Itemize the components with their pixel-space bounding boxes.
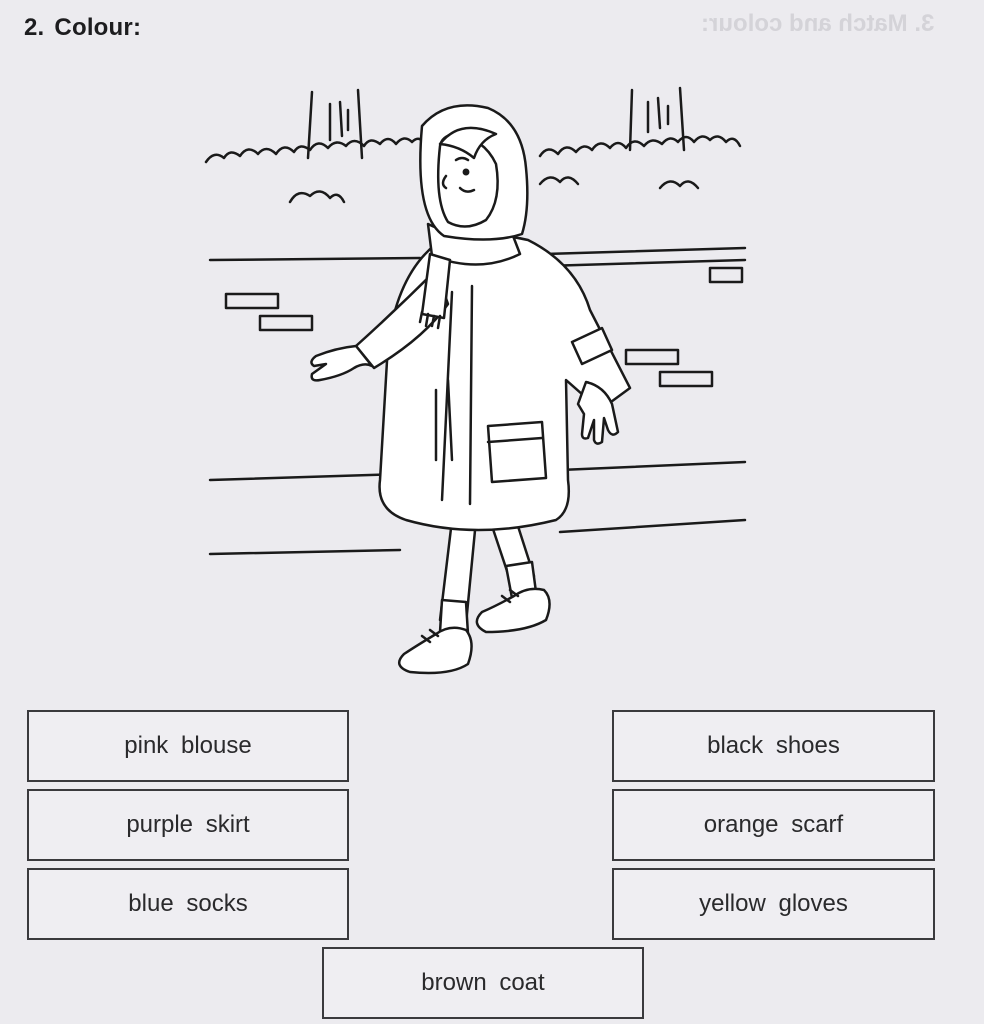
girl-figure xyxy=(311,105,630,673)
label-text: purple skirt xyxy=(126,811,250,838)
exercise-title: Colour: xyxy=(54,14,142,41)
bushes-left xyxy=(206,138,426,162)
label-purple-skirt xyxy=(27,789,349,861)
label-text: brown coat xyxy=(421,969,545,996)
exercise-number: 2. xyxy=(24,14,45,41)
shoe-right xyxy=(477,589,550,632)
label-text: pink blouse xyxy=(124,732,252,759)
label-black-shoes xyxy=(612,710,935,782)
label-text: yellow gloves xyxy=(699,890,848,917)
bushes-right xyxy=(540,136,740,156)
label-yellow-gloves xyxy=(612,868,935,940)
bleed-through-heading: 3. Match and colour: xyxy=(700,10,934,37)
wall-top-shadow xyxy=(545,260,745,266)
tree-trunk-left xyxy=(308,90,362,158)
label-text: blue socks xyxy=(128,890,248,917)
label-text: orange scarf xyxy=(703,811,844,838)
label-text: black shoes xyxy=(707,732,840,759)
coloring-illustration xyxy=(190,80,760,690)
label-pink-blouse xyxy=(27,710,349,782)
exercise-heading xyxy=(24,14,141,42)
label-blue-socks xyxy=(27,868,349,940)
label-orange-scarf xyxy=(612,789,935,861)
coat-pocket xyxy=(488,422,546,482)
label-brown-coat xyxy=(322,947,644,1019)
